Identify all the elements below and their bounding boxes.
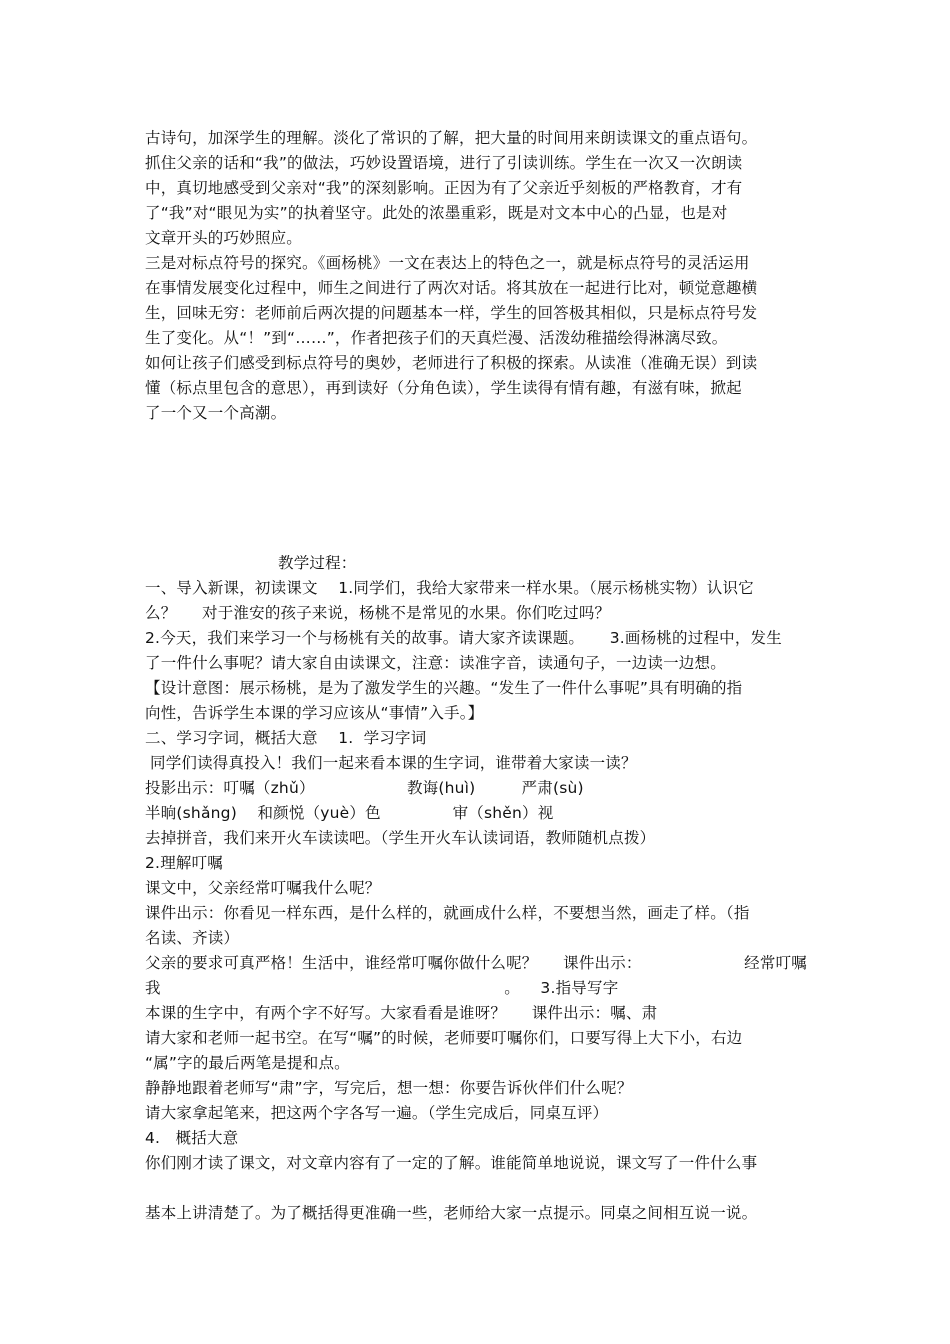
text-line: 课文中，父亲经常叮嘱我什么呢？	[145, 879, 381, 897]
text-line: 一、导入新课，初读课文 1.同学们，我给大家带来一样水果。（展示杨桃实物）认识它	[145, 579, 754, 597]
text-line: 么？ 对于淮安的孩子来说，杨桃不是常见的水果。你们吃过吗？	[145, 604, 611, 622]
text-line: 请大家拿起笔来，把这两个字各写一遍。（学生完成后，同桌互评）	[145, 1104, 609, 1122]
text-line: 请大家和老师一起书空。在写“嘱”的时候，老师要叮嘱你们，口要写得上大下小，右边	[145, 1029, 743, 1047]
text-line: 【设计意图：展示杨桃，是为了激发学生的兴趣。“发生了一件什么事呢”具有明确的指	[145, 679, 743, 697]
text-line: 文章开头的巧妙照应。	[145, 229, 303, 247]
text-line: 课件出示：你看见一样东西，是什么样的，就画成什么样，不要想当然，画走了样。（指	[145, 904, 750, 922]
text-line: 本课的生字中，有两个字不好写。大家看看是谁呀？ 课件出示：嘱、肃	[145, 1004, 658, 1022]
text-line: 生了变化。从“！”到“……”，作者把孩子们的天真烂漫、活泼幼稚描绘得淋漓尽致。	[145, 329, 728, 347]
text-line: 了“我”对“眼见为实”的执着坚守。此处的浓墨重彩，既是对文本中心的凸显，也是对	[145, 204, 728, 222]
text-line: 向性，告诉学生本课的学习应该从“事情”入手。】	[145, 704, 484, 722]
text-line: 懂（标点里包含的意思），再到读好（分角色读），学生读得有情有趣，有滋有味，掀起	[145, 379, 742, 397]
text-line: 了一件什么事呢？请大家自由读课文，注意：读准字音，读通句子，一边读一边想。	[145, 654, 726, 672]
text-line: 你们刚才读了课文，对文章内容有了一定的了解。谁能简单地说说，课文写了一件什么事	[145, 1154, 758, 1172]
text-line: 去掉拼音，我们来开火车读读吧。（学生开火车认读词语，教师随机点拨）	[145, 829, 656, 847]
section-title: 教学过程：	[278, 554, 357, 572]
text-line: 同学们读得真投入！我们一起来看本课的生字词，谁带着大家读一读？	[150, 754, 637, 772]
text-line: 古诗句，加深学生的理解。淡化了常识的了解，把大量的时间用来朗读课文的重点语句。	[145, 129, 758, 147]
text-line: 4. 概括大意	[145, 1129, 239, 1147]
text-line: 生，回味无穷：老师前后两次提的问题基本一样，学生的回答极其相似，只是标点符号发	[145, 304, 758, 322]
text-line: 2.理解叮嘱	[145, 854, 223, 872]
text-line: 了一个又一个高潮。	[145, 404, 287, 422]
text-line: 在事情发展变化过程中，师生之间进行了两次对话。将其放在一起进行比对，顿觉意趣横	[145, 279, 758, 297]
text-line: 二、学习字词，概括大意 1. 学习字词	[145, 729, 427, 747]
text-line: 投影出示：叮嘱（zhǔ） 教诲(huì) 严肃(sù)	[145, 779, 584, 797]
text-line: “属”字的最后两笔是提和点。	[145, 1054, 350, 1072]
text-line: 抓住父亲的话和“我”的做法，巧妙设置语境，进行了引读训练。学生在一次又一次朗读	[145, 154, 743, 172]
text-line: 2.今天，我们来学习一个与杨桃有关的故事。请大家齐读课题。 3.画杨桃的过程中，发生	[145, 629, 782, 647]
text-line: 基本上讲清楚了。为了概括得更准确一些，老师给大家一点提示。同桌之间相互说一说。	[145, 1204, 758, 1222]
text-line: 静静地跟着老师写“肃”字，写完后，想一想：你要告诉伙伴们什么呢？	[145, 1079, 633, 1097]
text-line: 名读、齐读）	[145, 929, 240, 947]
text-line: 中，真切地感受到父亲对“我”的深刻影响。正因为有了父亲近乎刻板的严格教育，才有	[145, 179, 743, 197]
text-line: 我 。 3.指导写字	[145, 979, 619, 997]
text-line: 半晌(shǎng) 和颜悦（yuè）色 审（shěn）视	[145, 804, 554, 822]
text-line: 三是对标点符号的探究。《画杨桃》一文在表达上的特色之一，就是标点符号的灵活运用	[145, 254, 750, 272]
text-line: 如何让孩子们感受到标点符号的奥妙，老师进行了积极的探索。从读准（准确无误）到读	[145, 354, 758, 372]
text-line: 父亲的要求可真严格！生活中，谁经常叮嘱你做什么呢？ 课件出示： 经常叮嘱	[145, 954, 807, 972]
